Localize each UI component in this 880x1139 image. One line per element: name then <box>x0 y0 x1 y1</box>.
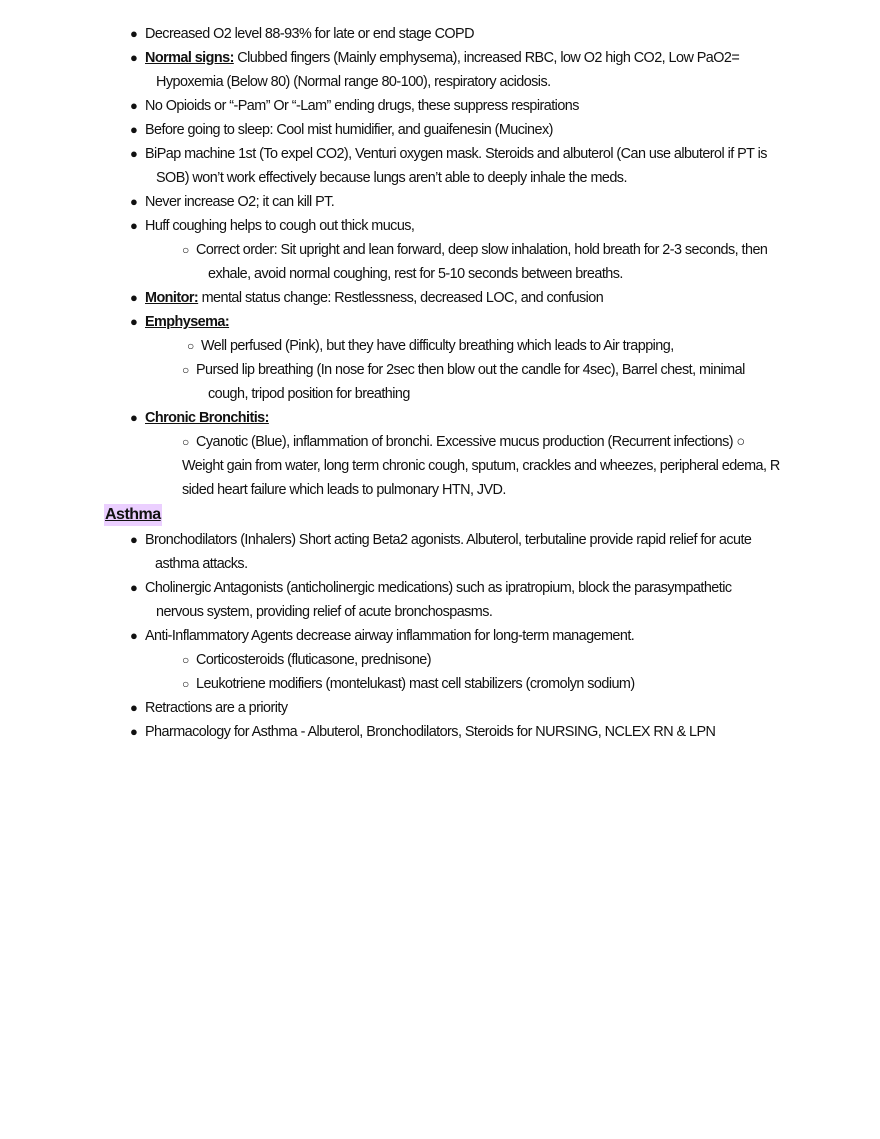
circle-bullet-icon: ○ <box>182 435 189 449</box>
item-text: Leukotriene modifiers (montelukast) mast cell stabilizers (cromolyn sodium) <box>196 676 635 692</box>
list-item-cholinergic <box>104 576 784 624</box>
section-heading-row <box>104 502 784 528</box>
item-text: sided heart failure which leads to pulmonary HTN, JVD. <box>182 482 506 498</box>
bullet-icon: ● <box>130 50 138 65</box>
item-text: Bronchodilators (Inhalers) Short acting Beta2 agonists. Albuterol, terbutaline provide rapid relief for acute <box>145 532 752 548</box>
list-item-no-opioids <box>104 94 784 118</box>
list-item-bipap <box>104 142 784 190</box>
item-text: Cholinergic Antagonists (anticholinergic medications) such as ipratropium, block the parasympathetic <box>145 580 732 596</box>
sub-item-cyanotic-continued <box>104 454 784 502</box>
list-item-emphysema <box>104 310 784 334</box>
list-item-chronic-bronchitis <box>104 406 784 430</box>
item-text: Huff coughing helps to cough out thick mucus, <box>145 218 415 234</box>
bullet-icon: ● <box>130 410 138 425</box>
list-item-before-sleep <box>104 118 784 142</box>
list-item-normal-signs <box>104 46 784 94</box>
item-text: mental status change: Restlessness, decreased LOC, and confusion <box>198 290 604 306</box>
monitor-label: Monitor: <box>145 290 199 306</box>
bullet-icon: ● <box>130 122 138 137</box>
sub-item-cyanotic <box>104 430 784 454</box>
bullet-icon: ● <box>130 26 138 41</box>
item-text: BiPap machine 1st (To expel CO2), Venturi oxygen mask. Steroids and albuterol (Can use albuterol if PT is <box>145 146 767 162</box>
item-text-continued: Hypoxemia (Below 80) (Normal range 80-100), respiratory acidosis. <box>156 74 551 90</box>
item-text-continued: SOB) won’t work effectively because lungs aren’t able to deeply inhale the meds. <box>156 170 627 186</box>
list-item-retractions <box>104 696 784 720</box>
list-item-huff-coughing <box>104 214 784 238</box>
sub-item-leukotriene <box>104 672 784 696</box>
item-text: Anti-Inflammatory Agents decrease airway inflammation for long-term management. <box>145 628 635 644</box>
bullet-icon: ● <box>130 146 138 161</box>
circle-bullet-icon: ○ <box>182 243 189 257</box>
item-text-continued: asthma attacks. <box>155 556 248 572</box>
bullet-icon: ● <box>130 194 138 209</box>
item-text: Retractions are a priority <box>145 700 288 716</box>
item-text: Before going to sleep: Cool mist humidifier, and guaifenesin (Mucinex) <box>145 122 553 138</box>
bullet-icon: ● <box>130 218 138 233</box>
item-text-continued: exhale, avoid normal coughing, rest for 5-10 seconds between breaths. <box>208 266 623 282</box>
list-item-bronchodilators <box>104 528 784 576</box>
item-text: Pursed lip breathing (In nose for 2sec then blow out the candle for 4sec), Barrel chest, minimal <box>196 362 745 378</box>
list-item-monitor <box>104 286 784 310</box>
item-text: Correct order: Sit upright and lean forward, deep slow inhalation, hold breath for 2-3 seconds, then <box>196 242 768 258</box>
normal-signs-label: Normal signs: <box>145 50 234 66</box>
item-text: Decreased O2 level 88-93% for late or end stage COPD <box>145 26 474 42</box>
sub-item-pursed-lip <box>104 358 784 406</box>
bullet-icon: ● <box>130 580 138 595</box>
list-item-anti-inflammatory <box>104 624 784 648</box>
item-text-continued: nervous system, providing relief of acute bronchospasms. <box>156 604 493 620</box>
circle-bullet-icon: ○ <box>182 653 189 667</box>
circle-bullet-icon: ○ <box>187 339 194 353</box>
item-text: Cyanotic (Blue), inflammation of bronchi. Excessive mucus production (Recurrent infections) ○ <box>196 434 745 450</box>
bullet-icon: ● <box>130 700 138 715</box>
asthma-heading: Asthma <box>104 504 162 526</box>
sub-item-corticosteroids <box>104 648 784 672</box>
bullet-icon: ● <box>130 724 138 739</box>
circle-bullet-icon: ○ <box>182 363 189 377</box>
item-text: Corticosteroids (fluticasone, prednisone) <box>196 652 432 668</box>
item-text: Clubbed fingers (Mainly emphysema), increased RBC, low O2 high CO2, Low PaO2= <box>233 50 740 66</box>
chronic-bronchitis-label: Chronic Bronchitis: <box>145 410 269 426</box>
item-text: Pharmacology for Asthma - Albuterol, Bronchodilators, Steroids for NURSING, NCLEX RN & LPN <box>145 724 716 740</box>
list-item-o2-level <box>104 22 784 46</box>
bullet-icon: ● <box>130 290 138 305</box>
item-text: Well perfused (Pink), but they have difficulty breathing which leads to Air trapping, <box>201 338 674 354</box>
item-text: Weight gain from water, long term chronic cough, sputum, crackles and wheezes, peripheral edema, R <box>182 458 780 474</box>
item-text: No Opioids or “-Pam” Or “-Lam” ending drugs, these suppress respirations <box>145 98 579 114</box>
notes-content <box>104 22 784 744</box>
bullet-icon: ● <box>130 98 138 113</box>
list-item-never-increase-o2 <box>104 190 784 214</box>
sub-item-well-perfused <box>104 334 784 358</box>
bullet-icon: ● <box>130 314 138 329</box>
sub-item-huff-order <box>104 238 784 286</box>
list-item-pharmacology <box>104 720 784 744</box>
item-text: Never increase O2; it can kill PT. <box>145 194 335 210</box>
bullet-icon: ● <box>130 532 138 547</box>
item-text-continued: cough, tripod position for breathing <box>208 386 410 402</box>
circle-bullet-icon: ○ <box>182 677 189 691</box>
bullet-icon: ● <box>130 628 138 643</box>
emphysema-label: Emphysema: <box>145 314 230 330</box>
